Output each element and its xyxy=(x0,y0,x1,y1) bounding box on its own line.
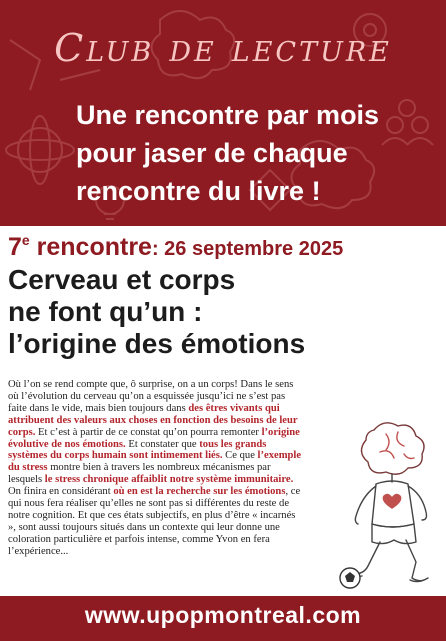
meeting-number: 7e rencontre xyxy=(8,232,152,261)
tagline-line: pour jaser de chaque xyxy=(76,138,348,168)
body-text: Et c’est à partir de ce constat qu’on pourra remonter xyxy=(35,426,262,438)
meeting-number-suffix: e xyxy=(21,232,30,248)
website-link[interactable]: www.upopmontreal.com xyxy=(84,602,362,628)
club-title: Club de lecture xyxy=(54,26,392,70)
body-highlight: l’exemple du stress xyxy=(8,450,302,474)
tagline-line: Une rencontre par mois xyxy=(76,100,380,130)
body-highlight: l’origine évolutive de nos émotions. xyxy=(8,426,300,450)
brain-soccer-figure-illustration xyxy=(300,412,446,592)
description-paragraph xyxy=(8,379,304,558)
tagline xyxy=(76,96,436,210)
meeting-date: : 26 septembre 2025 xyxy=(151,238,344,260)
body-highlight: tous les grands systèmes du corps humain sont intimement liés. xyxy=(8,438,267,462)
topic-line: Cerveau et corps xyxy=(8,264,236,295)
meeting-label: rencontre xyxy=(29,233,152,261)
topic-line: l’origine des émotions xyxy=(8,328,306,359)
body-text: montre bien à travers les nombreux mécanismes par lesquels xyxy=(8,462,271,486)
body-text: On finira en considérant xyxy=(8,486,114,498)
body-text: , ce qui nous fera réaliser qu’elles ne sont pas si différentes du reste de notre cognition. Et que ces états subjectifs, en plus d’être « incarnés », sont aussi toujours situés dans un contexte qui leur donne une coloration particulière et parfois intense, comme Yvon en fera l’expérience... xyxy=(8,486,301,557)
body-highlight: où en est la recherche sur les émotions xyxy=(113,486,286,498)
body-text: Où l’on se rend compte que, ô surprise, on a un corps! Dans le sens où l’évolution du cerveau qu’on a esquissée jusqu’ici ne s’est pas faite dans le vide, mais bien toujours dans xyxy=(8,379,294,414)
footer-banner xyxy=(0,596,446,641)
body-text: Ce que xyxy=(222,450,258,462)
soccer-ball-icon xyxy=(340,568,360,588)
body-text: Et constater que xyxy=(125,438,200,450)
tagline-line: rencontre du livre ! xyxy=(76,176,321,206)
header-banner xyxy=(0,0,446,226)
topic-title xyxy=(8,264,428,360)
body-highlight: le stress chronique affaiblit notre système immunitaire. xyxy=(44,474,294,486)
body-highlight: des êtres vivants qui attribuent des valeurs aux choses en fonction des besoins de leur corps. xyxy=(8,402,298,438)
meeting-heading xyxy=(8,232,446,262)
topic-line: ne font qu’un : xyxy=(8,296,203,327)
